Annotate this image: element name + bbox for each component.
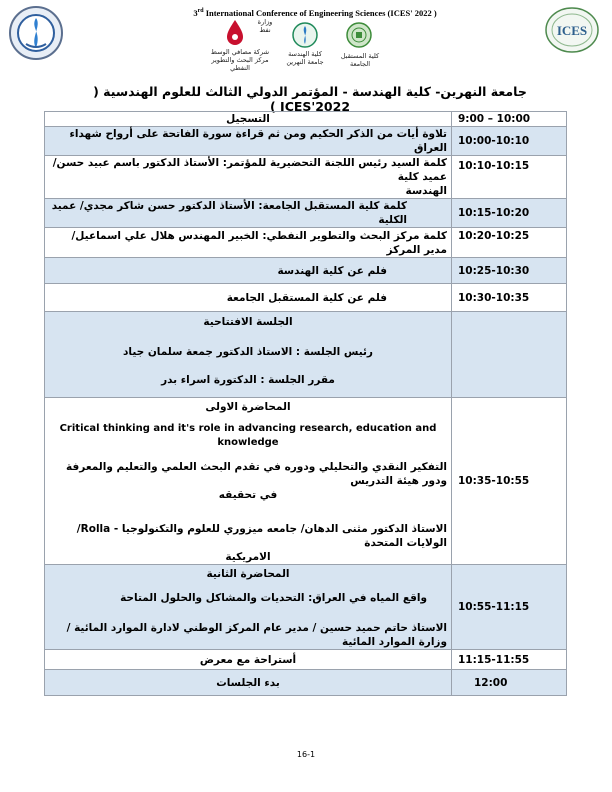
table-row xyxy=(45,228,567,258)
time-cell xyxy=(452,312,567,398)
session-cell xyxy=(45,312,452,398)
lecture1-heading: المحاضرة الاولى xyxy=(205,401,291,413)
table-row xyxy=(45,127,567,156)
table-row xyxy=(45,199,567,228)
table-row xyxy=(45,112,567,127)
table-row xyxy=(45,156,567,199)
time-cell: 10:30-10:35 xyxy=(452,284,567,312)
desc-cell: تلاوة أيات من الذكر الحكيم ومن ثم قراءة سورة الفاتحة على أرواح شهداء العراق xyxy=(45,127,452,156)
engineering-college-logo xyxy=(292,22,318,48)
time-cell: 10:25-10:30 xyxy=(452,258,567,284)
lecture2-title: واقع المياه في العراق: التحديات والمشاكل والحلول المتاحة xyxy=(120,592,427,604)
desc-cell: التسجيل xyxy=(45,112,452,127)
main-title: جامعة النهرين- كلية الهندسة - المؤتمر الدولي الثالث للعلوم الهندسية ( ICES'2022 ) xyxy=(93,84,527,114)
table-row xyxy=(45,670,567,696)
desc-cell: بدء الجلسات xyxy=(45,670,452,696)
mustaqbal-college-label: كلية المستقبل الجامعة xyxy=(340,52,380,68)
time-cell: 10:35-10:55 xyxy=(452,398,567,565)
oil-ministry-logo xyxy=(224,19,246,45)
table-row xyxy=(45,565,567,650)
mustaqbal-college-logo xyxy=(345,22,373,48)
time-cell: 10:55-11:15 xyxy=(452,565,567,650)
company-label: شركة مصافي الوسط مركز البحث والتطوير النفطي xyxy=(210,48,270,72)
lecture1-title-ar: التفكير النقدي والتحليلي ودوره في تقدم البحث العلمي والتعليم والمعرفة ودور هيئة التدريس xyxy=(66,461,447,487)
time-cell: 10:20-10:25 xyxy=(452,228,567,258)
desc-cell: كلمة مركز البحث والتطوير النفطي: الخبير المهندس هلال علي اسماعيل/ مدير المركز xyxy=(45,228,452,258)
ices-logo xyxy=(544,6,600,54)
time-cell: 10:00-10:10 xyxy=(452,127,567,156)
lecture2-heading: المحاضرة الثانية xyxy=(206,568,290,580)
table-row xyxy=(45,650,567,670)
desc-cell: أستراحة مع معرض xyxy=(45,650,452,670)
lecture1-speaker-2: الامريكية xyxy=(225,551,271,563)
session-rapporteur: مقرر الجلسة : الدكتورة اسراء بدر xyxy=(161,374,335,386)
ices-logo-text: ICES xyxy=(556,23,588,38)
schedule-table xyxy=(44,111,567,696)
time-cell: 9:00 – 10:00 xyxy=(452,112,567,127)
nahrain-university-logo xyxy=(4,4,68,62)
time-cell: 10:10-10:15 xyxy=(452,156,567,199)
table-row xyxy=(45,284,567,312)
ministry-label: وزارة نفط xyxy=(257,18,273,34)
desc-cell: كلمة كلية المستقبل الجامعة: الأستاذ الدكتور حسن شاكر مجدي/ عميد الكلية xyxy=(45,199,452,228)
time-cell: 10:15-10:20 xyxy=(452,199,567,228)
lecture1-cell xyxy=(45,398,452,565)
table-row xyxy=(45,398,567,565)
desc-cell: كلمة السيد رئيس اللجنة التحضيرية للمؤتمر: الأستاذ الدكتور باسم عبيد حسن/ عميد كلية الهندسة xyxy=(45,156,452,199)
lecture2-speaker: الاستاذ حاتم حميد حسين / مدير عام المركز الوطني لادارة الموارد المائية / وزارة الموارد المائية xyxy=(66,622,447,648)
session-title: الجلسة الافتتاحية xyxy=(203,316,293,328)
desc-cell: فلم عن كلية المستقبل الجامعة xyxy=(45,284,452,312)
desc-cell: فلم عن كلية الهندسة xyxy=(45,258,452,284)
page-number: 16-1 xyxy=(296,750,316,759)
lecture1-title-en: Critical thinking and it's role in advancing research, education and knowledge xyxy=(59,423,437,448)
session-chair: رئيس الجلسة : الاستاذ الدكتور جمعة سلمان جياد xyxy=(123,346,373,358)
lecture1-speaker: الاستاذ الدكتور مثنى الدهان/ جامعه ميزوري للعلوم والتكنولوجيا - Rolla/ الولايات المتحدة xyxy=(76,523,447,549)
lecture2-cell xyxy=(45,565,452,650)
time-cell: 11:15-11:55 xyxy=(452,650,567,670)
lecture1-title-ar-2: في تحقيقه xyxy=(218,489,278,501)
conference-title: 3rd International Conference of Engineering Sciences (ICES' 2022 ) xyxy=(193,8,437,18)
engineering-college-label: كلية الهندسة جامعة النهرين xyxy=(286,50,324,66)
time-cell: 12:00 xyxy=(452,670,567,696)
table-row xyxy=(45,312,567,398)
table-row xyxy=(45,258,567,284)
